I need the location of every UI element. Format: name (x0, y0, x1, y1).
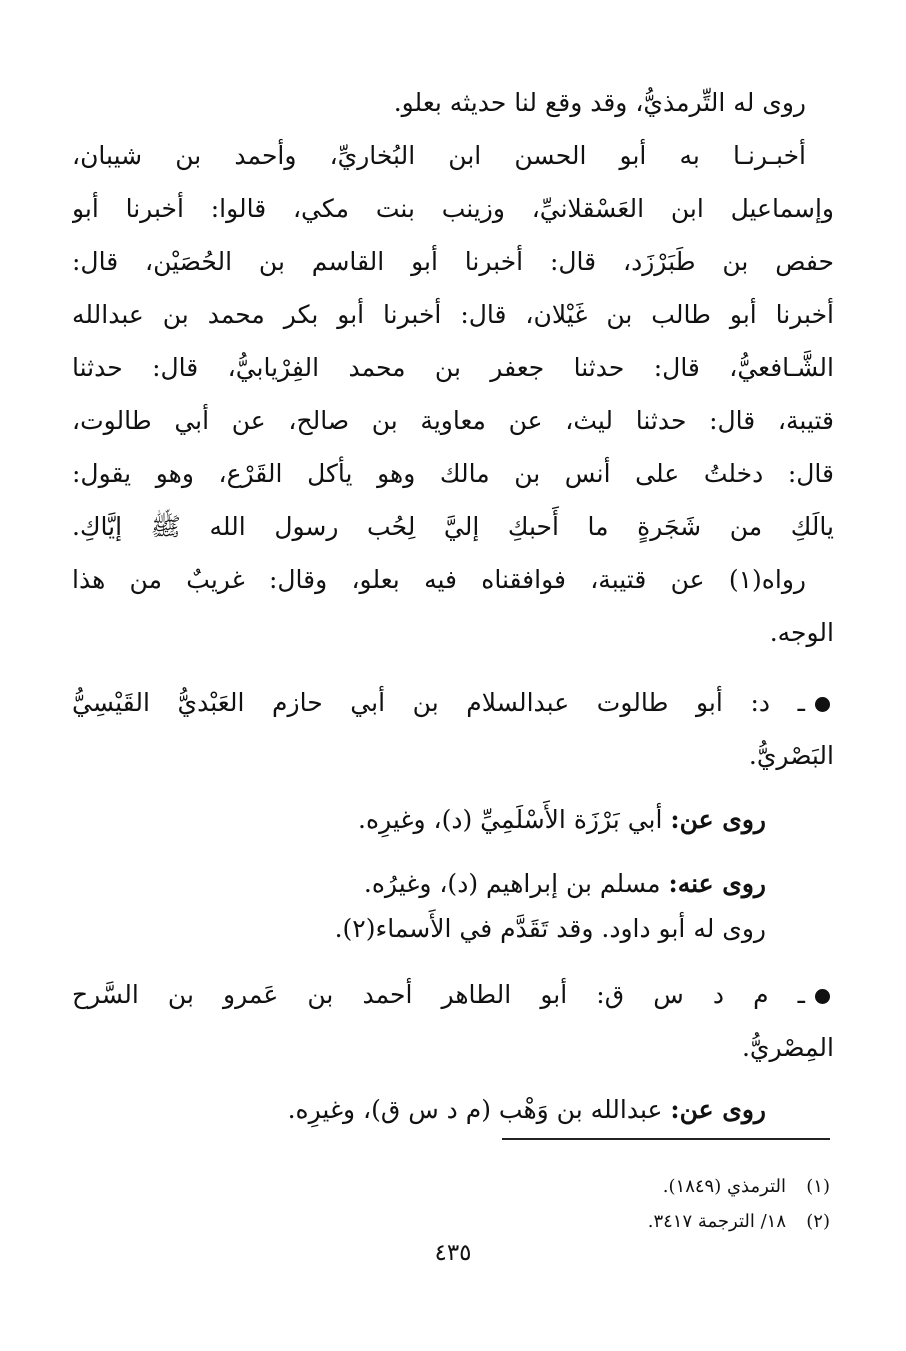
text-line: الوجه. (769, 618, 834, 647)
text-line: وإسماعيل ابن العَسْقلانيِّ، وزينب بنت مكي، قالوا: أخبرنا أبو (72, 194, 834, 223)
entry-name: أبو طالوت عبدالسلام بن أبي حازم العَبْديُّ القَيْسِيُّ (72, 688, 723, 717)
text-line: المِصْريُّ. (741, 1033, 834, 1062)
bullet-icon (815, 989, 830, 1004)
footnote (330, 1172, 830, 1202)
text-line: أخبـرنـا به أبو الحسن ابن البُخاريِّ، وأحمد بن شيبان، (72, 141, 806, 170)
text-line: يالَكِ من شَجَرةٍ ما أَحبكِ إليَّ لِحُب رسول الله ﷺ إيَّاكِ. (72, 512, 834, 541)
rawa-an-line (72, 1087, 766, 1133)
page-number: ٤٣٥ (434, 1240, 472, 1266)
footnote-number: (١) (806, 1176, 830, 1197)
entry-name: أبو الطاهر أحمد بن عَمرو بن السَّرح (72, 980, 568, 1009)
footnote-separator (502, 1138, 830, 1140)
rawa-anhu-label: روى عنه: (668, 869, 766, 898)
footnote (330, 1207, 830, 1237)
text-line: أخبرنا أبو طالب بن غَيْلان، قال: أخبرنا أبو بكر محمد بن عبدالله (72, 300, 834, 329)
rawa-an-line (72, 797, 766, 843)
entry-heading (72, 972, 830, 1018)
entry-code: ـ م د س ق: (596, 980, 806, 1009)
rawa-anhu-line (72, 861, 766, 907)
footnote-text: ١٨/ الترجمة ٣٤١٧. (647, 1211, 786, 1232)
entry-code: ـ د: (750, 688, 805, 717)
text-line: الشَّـافعيُّ، قال: حدثنا جعفر بن محمد الفِرْيابيُّ، قال: حدثنا (72, 353, 834, 382)
rawa-an-label: روى عن: (670, 1095, 766, 1124)
bullet-icon (815, 697, 830, 712)
text-line: روى له أبو داود. وقد تَقَدَّم في الأَسماء(٢). (334, 914, 766, 943)
rawa-an-text: أبي بَرْزَة الأَسْلَمِيِّ (د)، وغيرِه. (358, 805, 663, 834)
footnote-number: (٢) (806, 1211, 830, 1232)
text-line: رواه(١) عن قتيبة، فوافقناه فيه بعلو، وقال: غريبٌ من هذا (72, 565, 806, 594)
rawa-an-text: عبدالله بن وَهْب (م د س ق)، وغيرِه. (287, 1095, 663, 1124)
entry-heading (72, 680, 830, 726)
text-line: قال: دخلتُ على أنس بن مالك وهو يأكل القَرْع، وهو يقول: (72, 459, 834, 488)
footnote-text: الترمذي (١٨٤٩). (662, 1176, 786, 1197)
text-line: البَصْريُّ. (748, 741, 834, 770)
rawa-anhu-text: مسلم بن إبراهيم (د)، وغيرُه. (363, 869, 661, 898)
rawa-an-label: روى عن: (670, 805, 766, 834)
text-line: قتيبة، قال: حدثنا ليث، عن معاوية بن صالح، عن أبي طالوت، (72, 406, 834, 435)
text-line: حفص بن طَبَرْزَد، قال: أخبرنا أبو القاسم بن الحُصَيْن، قال: (72, 247, 834, 276)
text-line: روى له التِّرمذيُّ، وقد وقع لنا حديثه بعلو. (393, 88, 806, 117)
